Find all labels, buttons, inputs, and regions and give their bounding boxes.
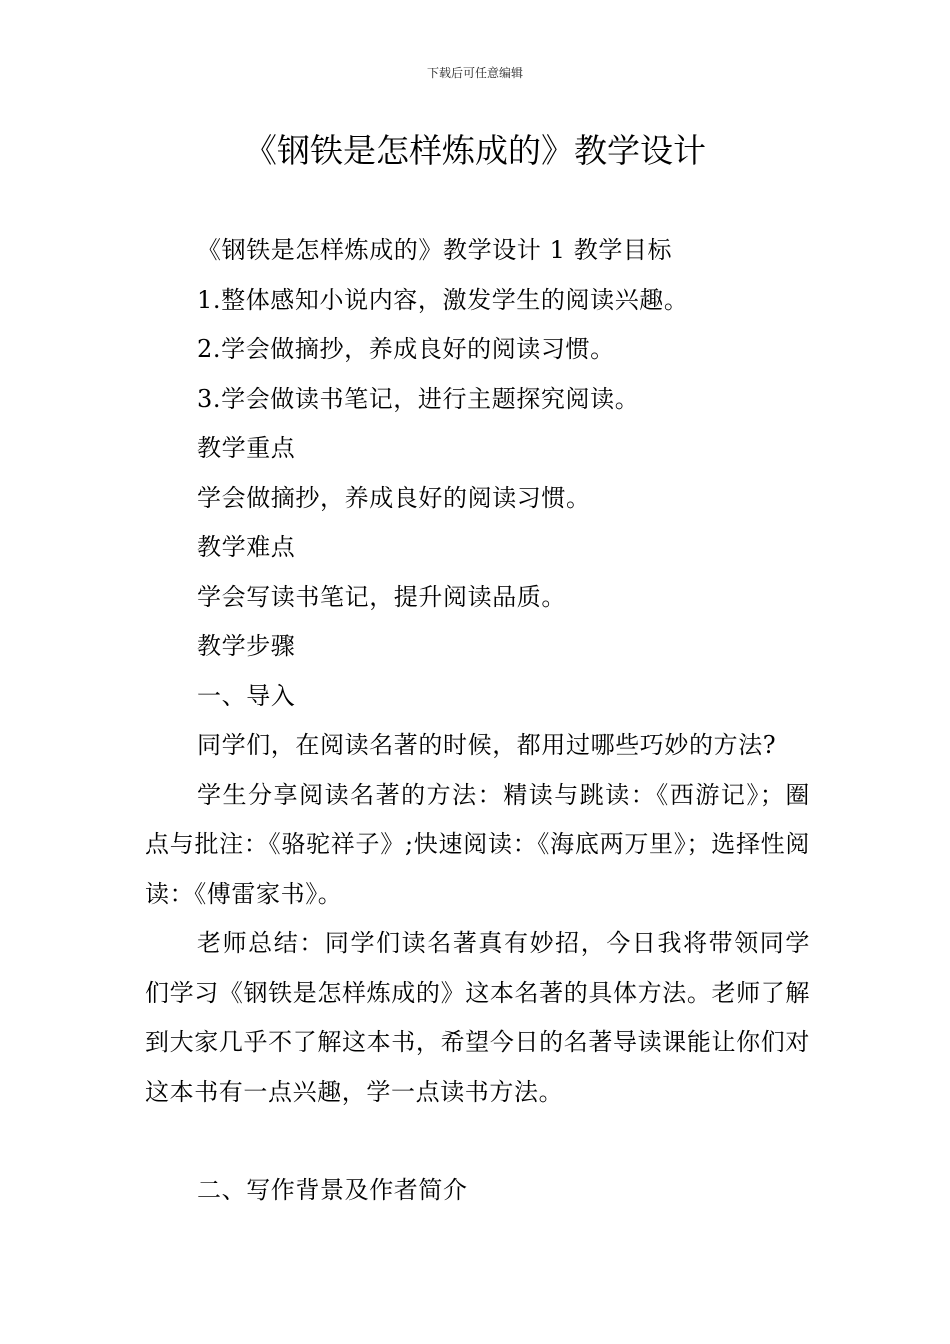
paragraph-key-points: 学会做摘抄，养成良好的阅读习惯。 — [197, 483, 591, 512]
paragraph-teacher-summary: 老师总结：同学们读名著真有妙招，今日我将带领同学们学习《钢铁是怎样炼成的》这本名著的具体方法。老师了解到大家几乎不了解这本书，希望今日的名著导读课能让你们对这本书有一点兴趣，学一点读书方法。 — [145, 929, 810, 1106]
paragraph-difficulties: 学会写读书笔记，提升阅读品质。 — [197, 582, 566, 611]
paragraph-design-heading: 《钢铁是怎样炼成的》教学设计 1 教学目标 — [197, 236, 673, 264]
paragraph-question: 同学们，在阅读名著的时候，都用过哪些巧妙的方法? — [197, 731, 777, 759]
paragraph-objective-3: 3.学会做读书笔记，进行主题探究阅读。 — [197, 384, 640, 413]
paragraph-gap — [145, 1117, 810, 1166]
paragraph-objective-2: 2.学会做摘抄，养成良好的阅读习惯。 — [197, 335, 615, 363]
section-heading-introduction: 一、导入 — [197, 681, 296, 710]
section-heading-steps: 教学步骤 — [197, 632, 296, 660]
document-body — [145, 226, 810, 1216]
page-header-note: 下载后可任意编辑 — [426, 66, 523, 80]
paragraph-student-methods: 学生分享阅读名著的方法：精读与跳读：《西游记》；圈点与批注：《骆驼祥子》;快速阅读：《海底两万里》；选择性阅读：《傅雷家书》。 — [145, 780, 810, 908]
section-heading-difficulties: 教学难点 — [197, 533, 296, 561]
paragraph-objective-1: 1.整体感知小说内容，激发学生的阅读兴趣。 — [197, 285, 689, 314]
document-title: 《钢铁是怎样炼成的》教学设计 — [244, 131, 706, 170]
section-heading-key-points: 教学重点 — [197, 434, 296, 462]
section-heading-background: 二、写作背景及作者简介 — [197, 1176, 468, 1204]
